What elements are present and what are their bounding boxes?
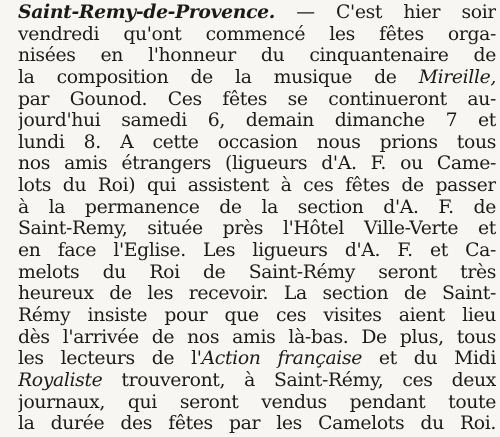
text-segment: et du Midi — [362, 348, 496, 370]
text-line-10 — [18, 197, 496, 219]
text-line-18 — [18, 370, 496, 392]
text-segment: — C'est hier soir — [274, 2, 496, 23]
text-segment: jourd'hui samedi 6, demain dimanche 7 et — [18, 110, 496, 132]
text-segment: la composition de la musique de — [18, 66, 419, 88]
article-text — [18, 2, 496, 435]
text-segment: trouveront, à Saint-Rémy, ces deux — [102, 369, 496, 391]
text-segment: lots du Roi) qui assistent à ces fêtes de passer — [18, 175, 496, 197]
text-line-4 — [18, 67, 496, 89]
text-line-12 — [18, 240, 496, 262]
text-segment: vendredi qu'ont commencé les fêtes orga- — [18, 23, 496, 45]
text-segment: la durée des fêtes par les Camelots du Roi. — [18, 413, 496, 435]
text-line-16 — [18, 327, 496, 349]
text-line-11 — [18, 218, 496, 240]
text-line-15 — [18, 305, 496, 327]
text-line-5 — [18, 89, 496, 111]
newspaper-title: Royaliste — [18, 369, 103, 391]
opera-title: Mireille, — [418, 66, 496, 88]
text-line-8 — [18, 153, 496, 175]
text-line-1 — [18, 2, 496, 24]
text-segment: dès l'arrivée de nos amis là-bas. De plus, tous — [18, 326, 496, 348]
text-segment: Rémy insiste pour que ces visites aient lieu — [18, 304, 496, 326]
text-segment: par Gounod. Ces fêtes se continueront au- — [18, 88, 496, 110]
newspaper-title: Action française — [201, 348, 362, 370]
text-line-19 — [18, 392, 496, 414]
text-segment: les lecteurs de l' — [18, 348, 202, 370]
text-line-3 — [18, 45, 496, 67]
text-line-7 — [18, 132, 496, 154]
text-line-9 — [18, 175, 496, 197]
text-segment: heureux de les recevoir. La section de Saint- — [18, 283, 496, 305]
text-segment: journaux, qui seront vendus pendant toute — [18, 391, 496, 413]
text-segment: en face l'Eglise. Les ligueurs d'A. F. et Ca- — [18, 240, 496, 262]
text-line-20 — [18, 413, 496, 435]
text-segment: nisées en l'honneur du cinquantenaire de — [18, 45, 496, 67]
text-line-17 — [18, 348, 496, 370]
text-line-13 — [18, 262, 496, 284]
text-segment: à la permanence de la section d'A. F. de — [18, 196, 496, 218]
text-line-2 — [18, 24, 496, 46]
text-segment: nos amis étrangers (ligueurs d'A. F. ou Came- — [18, 153, 496, 175]
text-line-14 — [18, 283, 496, 305]
text-segment: lundi 8. A cette occasion nous prions tous — [18, 131, 496, 153]
text-segment: melots du Roi de Saint-Rémy seront très — [18, 261, 496, 283]
text-segment: Saint-Remy, située près l'Hôtel Ville-Verte et — [18, 218, 496, 240]
text-line-6 — [18, 110, 496, 132]
place-name: Saint-Remy-de-Provence. — [18, 2, 275, 23]
